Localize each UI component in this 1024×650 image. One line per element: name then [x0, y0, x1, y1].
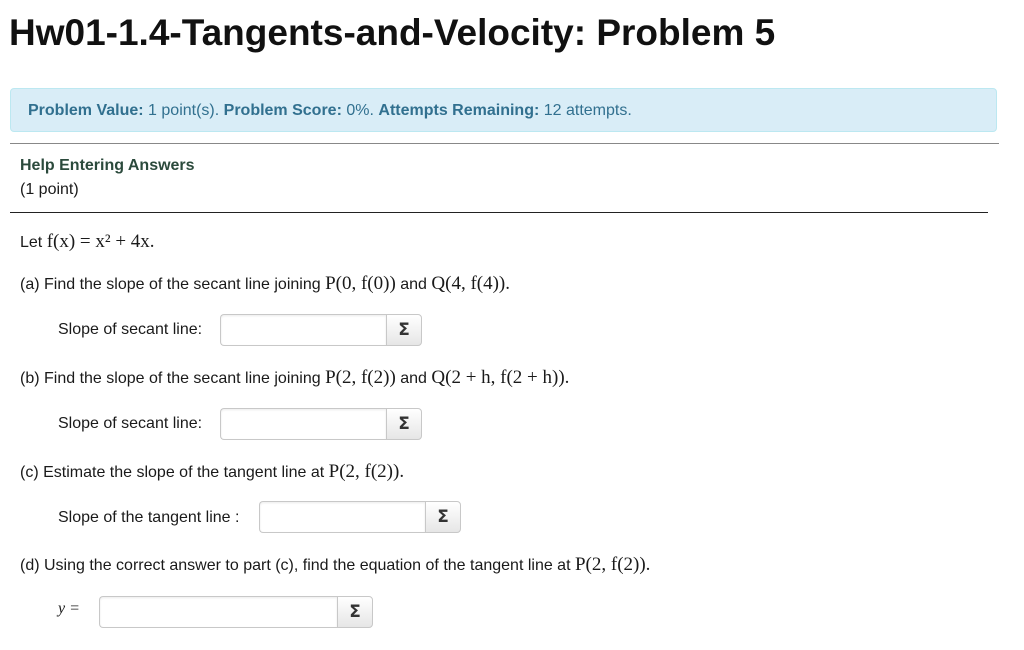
problem-score-label: Problem Score:	[223, 102, 342, 119]
sigma-icon: Σ	[437, 507, 449, 527]
part-d-point-p: P(2, f(2)).	[574, 554, 651, 575]
part-d-answer-input[interactable]	[99, 596, 337, 628]
part-d-answer-label: y =	[58, 600, 80, 617]
problem-points: (1 point)	[20, 181, 79, 198]
part-a-point-p: P(0, f(0))	[325, 273, 396, 294]
part-c-point-p: P(2, f(2)).	[328, 461, 405, 482]
part-b-answer-input[interactable]	[220, 408, 386, 440]
part-b-point-q: Q(2 + h, f(2 + h)).	[431, 367, 570, 388]
problem-value: 1 point(s).	[148, 102, 220, 119]
part-c-question	[20, 461, 404, 483]
part-b-question	[20, 367, 569, 389]
part-c-answer-label: Slope of the tangent line :	[58, 509, 240, 526]
intro-text: Let	[20, 234, 43, 251]
problem-value-label: Problem Value:	[28, 102, 144, 119]
part-b-and: and	[400, 370, 427, 387]
part-d-equation-editor-button[interactable]	[337, 596, 373, 628]
sigma-icon: Σ	[349, 602, 361, 622]
part-a-question	[20, 273, 510, 295]
part-a-text: (a) Find the slope of the secant line joining	[20, 276, 321, 293]
part-a-answer-input[interactable]	[220, 314, 386, 346]
part-c-text: (c) Estimate the slope of the tangent line at	[20, 464, 325, 481]
divider	[10, 212, 988, 213]
part-d-question	[20, 554, 650, 576]
divider	[10, 143, 999, 144]
attempts-remaining: 12 attempts.	[543, 102, 632, 119]
help-entering-answers-link[interactable]: Help Entering Answers	[20, 157, 195, 174]
part-a-equation-editor-button[interactable]	[386, 314, 422, 346]
part-b-answer-label: Slope of secant line:	[58, 415, 203, 432]
sigma-icon: Σ	[398, 320, 410, 340]
part-d-text: (d) Using the correct answer to part (c), find the equation of the tangent line at	[20, 557, 571, 574]
function-definition: f(x) = x² + 4x.	[46, 231, 155, 252]
problem-intro	[20, 231, 155, 253]
part-a-point-q: Q(4, f(4)).	[431, 273, 510, 294]
problem-score: 0%.	[346, 102, 374, 119]
attempts-remaining-label: Attempts Remaining:	[378, 102, 540, 119]
part-b-equation-editor-button[interactable]	[386, 408, 422, 440]
part-a-and: and	[400, 276, 427, 293]
page-title: Hw01-1.4-Tangents-and-Velocity: Problem 5	[9, 12, 776, 53]
problem-status-box	[10, 88, 997, 132]
part-c-answer-input[interactable]	[259, 501, 425, 533]
sigma-icon: Σ	[398, 414, 410, 434]
part-a-answer-label: Slope of secant line:	[58, 321, 203, 338]
part-c-equation-editor-button[interactable]	[425, 501, 461, 533]
part-b-text: (b) Find the slope of the secant line joining	[20, 370, 321, 387]
part-b-point-p: P(2, f(2))	[325, 367, 396, 388]
